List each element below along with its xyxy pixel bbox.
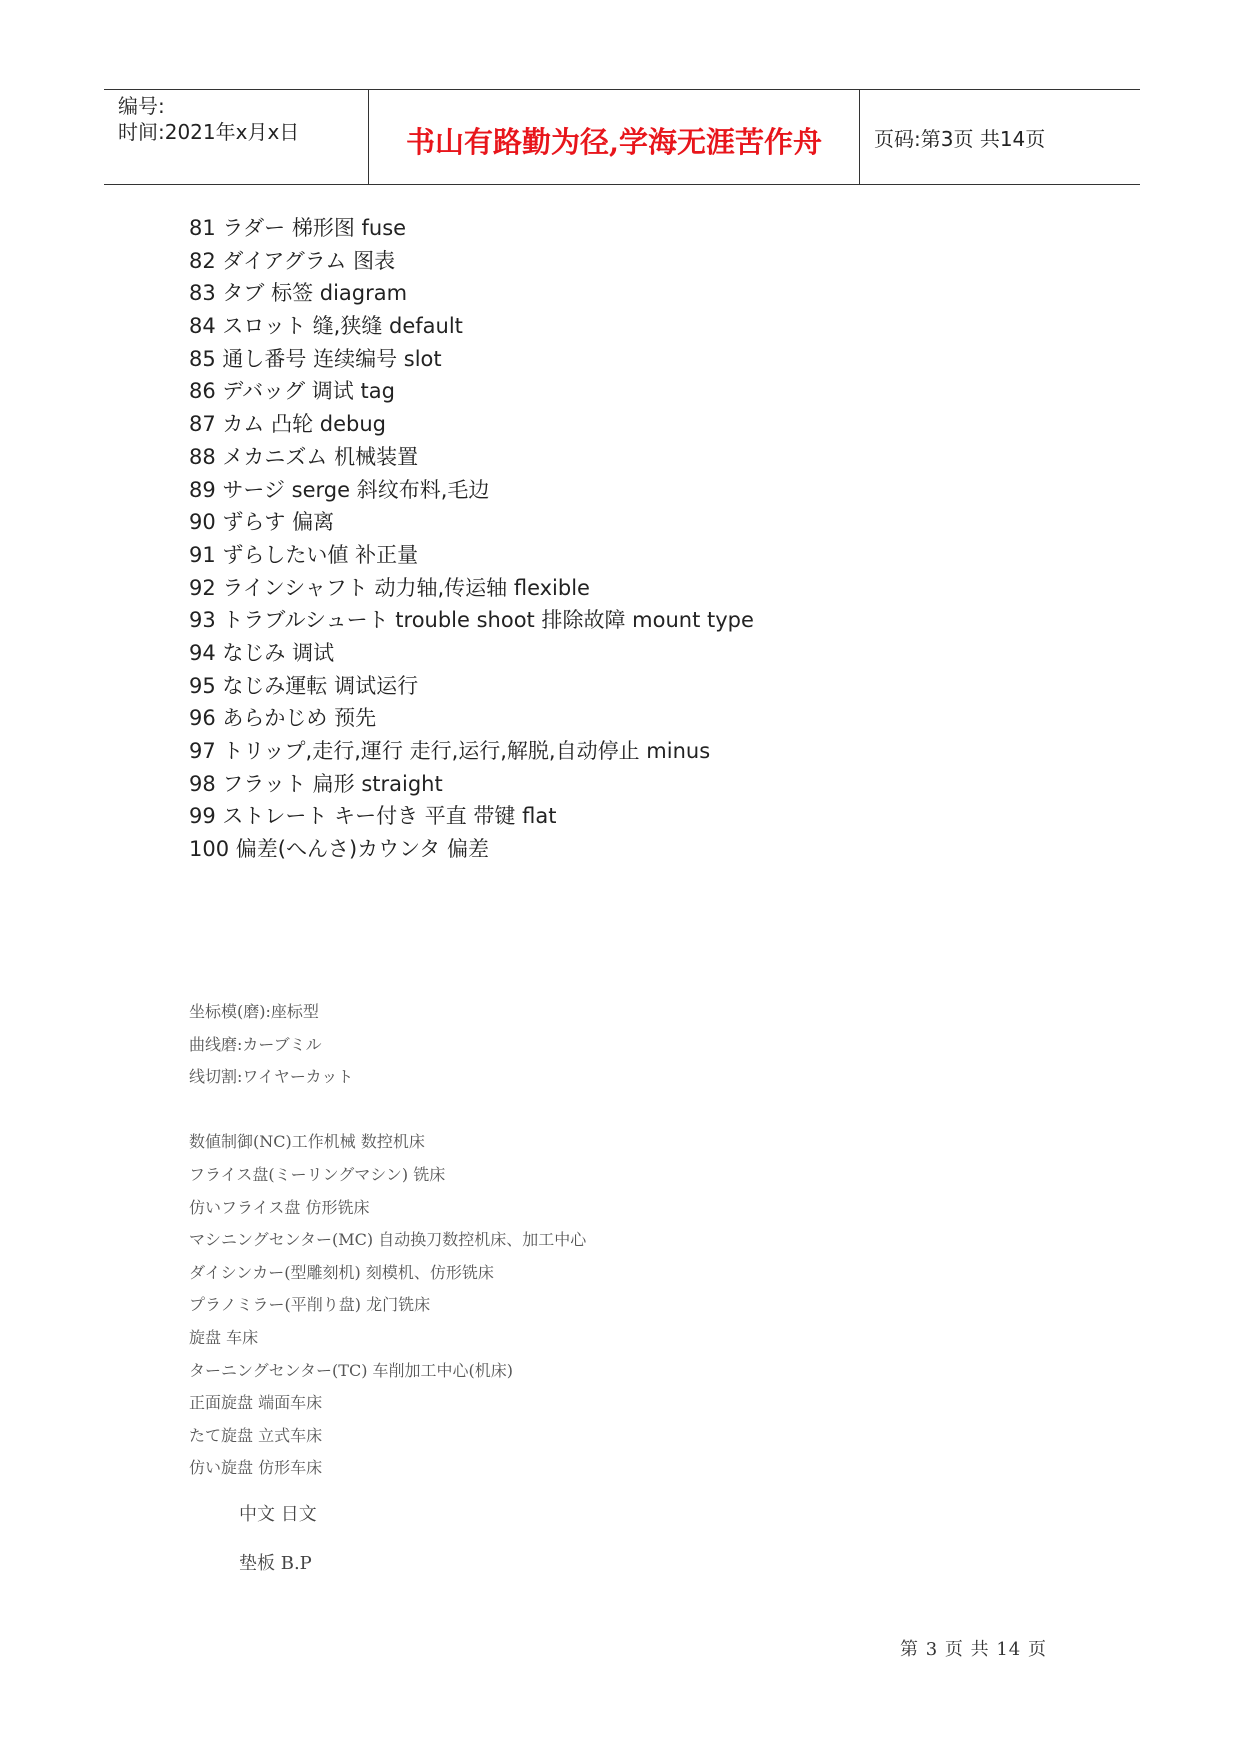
- term-item: 86 デバッグ 调试 tag: [189, 379, 395, 404]
- term-item: 89 サージ serge 斜纹布料,毛边: [189, 477, 490, 502]
- term-item: 97 トリップ,走行,運行 走行,运行,解脱,自动停止 minus: [189, 739, 711, 763]
- number-label: 编号:: [118, 94, 165, 118]
- time-label: 时间:2021年x月x日: [118, 120, 300, 144]
- machining-term: マシニングセンター(MC) 自动换刀数控机床、加工中心: [189, 1230, 587, 1250]
- extra-term: 垫板 B.P: [239, 1553, 312, 1574]
- document-header: [104, 89, 1140, 185]
- term-item: 84 スロット 缝,狭缝 default: [189, 314, 463, 339]
- page-footer: 第 3 页 共 14 页: [900, 1639, 1047, 1660]
- term-item: 94 なじみ 调试: [189, 640, 335, 665]
- page-info: 页码:第3页 共14页: [874, 127, 1046, 151]
- machining-terms-list: [189, 996, 586, 1485]
- term-list: [189, 212, 754, 866]
- language-header: 中文 日文: [239, 1504, 317, 1525]
- term-item: 87 カム 凸轮 debug: [189, 412, 386, 437]
- machining-term: 旋盘 车床: [189, 1327, 259, 1347]
- term-item: 99 ストレート キー付き 平直 带键 flat: [189, 804, 557, 829]
- header-motto-cell: [369, 90, 860, 184]
- machining-term: 仿いフライス盘 仿形铣床: [189, 1197, 370, 1217]
- term-item: 85 通し番号 连续编号 slot: [189, 346, 442, 371]
- machining-term: 线切割:ワイヤーカット: [189, 1067, 354, 1087]
- machining-term: たて旋盘 立式车床: [189, 1425, 323, 1445]
- term-item: 92 ラインシャフト 动力轴,传运轴 flexible: [189, 575, 590, 600]
- term-item: 100 偏差(へんさ)カウンタ 偏差: [189, 837, 489, 862]
- machining-term: プラノミラー(平削り盘) 龙门铣床: [189, 1295, 431, 1315]
- motto-text: 书山有路勤为径,学海无涯苦作舟: [405, 125, 823, 159]
- term-item: 98 フラット 扁形 straight: [189, 771, 443, 796]
- machining-term: 仿い旋盘 仿形车床: [189, 1458, 323, 1478]
- machining-term: フライス盘(ミーリングマシン) 铣床: [189, 1164, 446, 1184]
- machining-term: 数値制御(NC)工作机械 数控机床: [189, 1132, 425, 1152]
- machining-term: 坐标模(磨):座标型: [189, 1002, 319, 1021]
- term-item: 90 ずらす 偏离: [189, 510, 335, 535]
- machining-term: ダイシンカー(型雕刻机) 刻模机、仿形铣床: [189, 1262, 494, 1282]
- machining-term: ターニングセンター(TC) 车削加工中心(机床): [189, 1360, 514, 1380]
- term-item: 91 ずらしたい値 补正量: [189, 542, 419, 567]
- machining-term: 正面旋盘 端面车床: [189, 1393, 323, 1413]
- term-item: 95 なじみ運転 调试运行: [189, 673, 419, 698]
- term-item: 88 メカニズム 机械装置: [189, 444, 419, 469]
- term-item: 83 タブ 标签 diagram: [189, 281, 408, 306]
- machining-term: 曲线磨:カーブミル: [189, 1034, 322, 1054]
- header-info-cell: [104, 90, 369, 184]
- header-page-cell: [860, 90, 1140, 184]
- term-item: 82 ダイアグラム 图表: [189, 248, 396, 273]
- term-item: 81 ラダー 梯形图 fuse: [189, 216, 407, 240]
- term-item: 96 あらかじめ 预先: [189, 706, 377, 731]
- term-item: 93 トラブルシュート trouble shoot 排除故障 mount type: [189, 608, 754, 633]
- blank-line: [189, 1094, 586, 1127]
